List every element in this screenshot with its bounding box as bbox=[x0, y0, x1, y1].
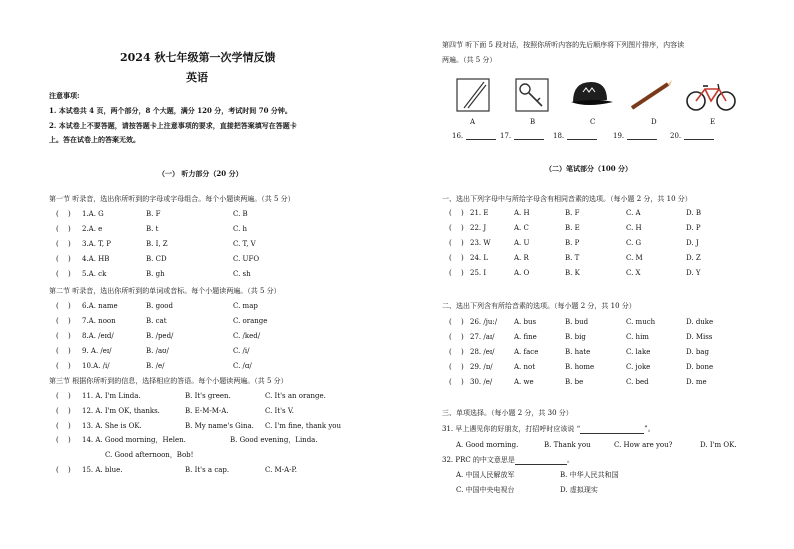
q32-option-4: D. 虚拟现实 bbox=[560, 486, 598, 494]
sec1-row-4-n: 4.A. HB bbox=[82, 255, 110, 263]
sec2-row-3-p[interactable]: ( ) bbox=[56, 332, 71, 340]
note-2a: 2. 本试卷上不要答题，请按答题卡上注意事项的要求，直接把答案填写在答题卡 bbox=[49, 121, 297, 130]
s1-row-1-d: D. B bbox=[686, 209, 701, 217]
sec1-row-5-b: B. gh bbox=[146, 270, 165, 278]
s2-row-3-c: C. lake bbox=[626, 348, 651, 356]
section-4-title-b: 两遍。（共 5 分） bbox=[442, 56, 497, 64]
s2-row-2-n: 27. /aɪ/ bbox=[470, 333, 495, 341]
s2-row-4-n: 29. /ɒ/ bbox=[470, 363, 493, 371]
bicycle-picture bbox=[685, 78, 737, 112]
answer-blank-16[interactable] bbox=[466, 139, 496, 140]
s1-row-5-p[interactable]: ( ) bbox=[449, 269, 464, 277]
s1-row-4-b: B. T bbox=[565, 254, 580, 262]
q14-b: B. Good evening，Linda. bbox=[230, 436, 318, 444]
q31-option-2: B. Thank you bbox=[544, 441, 591, 449]
sec2-row-3-c: C. /ked/ bbox=[233, 332, 261, 340]
blank-number-19: 19. bbox=[613, 132, 625, 140]
sec2-row-2-c: C. orange bbox=[233, 317, 268, 325]
ruler-picture bbox=[456, 78, 490, 112]
s1-row-4-p[interactable]: ( ) bbox=[449, 254, 464, 262]
sec1-row-5-n: 5.A. ck bbox=[82, 270, 107, 278]
section-2-title: 第二节 听录音，选出你所听到的单词或音标。每个小题读两遍。（共 5 分） bbox=[49, 287, 281, 295]
s2-row-2-a: A. fine bbox=[514, 333, 537, 341]
q15-b: B. It's a cap. bbox=[185, 466, 230, 474]
part-1-title: （一） 听力部分（20 分） bbox=[158, 169, 243, 178]
answer-blank-17[interactable] bbox=[514, 139, 544, 140]
s1-row-3-n: 23. W bbox=[470, 239, 491, 247]
picture-label-4: D bbox=[651, 118, 657, 126]
sec1-row-3-n: 3.A. T, P bbox=[82, 240, 111, 248]
sec1-row-2-n: 2.A. e bbox=[82, 225, 103, 233]
s1-row-5-b: B. K bbox=[565, 269, 580, 277]
sec3-row-3-p[interactable]: ( ) bbox=[56, 422, 71, 430]
sec2-row-5-c: C. /ɑ/ bbox=[233, 362, 252, 370]
blank-number-17: 17. bbox=[500, 132, 512, 140]
sec1-row-1-p[interactable]: ( ) bbox=[56, 210, 71, 218]
q14-a: 14. A. Good morning，Helen. bbox=[82, 436, 186, 444]
s1-row-3-p[interactable]: ( ) bbox=[449, 239, 464, 247]
s1-row-1-p[interactable]: ( ) bbox=[449, 209, 464, 217]
s2-row-4-a: A. not bbox=[514, 363, 536, 371]
sec1-row-5-p[interactable]: ( ) bbox=[56, 270, 71, 278]
q31-stem: 31. 早上遇见你的好朋友，打招呼时应该说 “ ”。 bbox=[442, 425, 655, 433]
sec3-row-1-n: 11. A. I'm Linda. bbox=[82, 392, 141, 400]
picture-label-3: C bbox=[590, 118, 596, 126]
q31-option-3: C. How are you? bbox=[614, 441, 673, 449]
s2-row-5-n: 30. /e/ bbox=[470, 378, 493, 386]
sec1-row-1-c: C. B bbox=[233, 210, 248, 218]
sec3-row-1-c: C. It's an orange. bbox=[265, 392, 326, 400]
sec3-row-1-b: B. It's green. bbox=[185, 392, 231, 400]
s2-row-2-c: C. him bbox=[626, 333, 649, 341]
sec1-row-1-n: 1.A. G bbox=[82, 210, 104, 218]
q31-option-1: A. Good morning. bbox=[456, 441, 519, 449]
picture-label-1: A bbox=[470, 118, 476, 126]
sec2-row-4-b: B. /aʊ/ bbox=[146, 347, 169, 355]
part-2-title: （二）笔试部分（100 分） bbox=[545, 164, 633, 173]
s2-row-3-a: A. face bbox=[514, 348, 539, 356]
s2-row-5-a: A. we bbox=[514, 378, 534, 386]
sec2-row-3-n: 8.A. /eɪd/ bbox=[82, 332, 114, 340]
sec2-row-2-p[interactable]: ( ) bbox=[56, 317, 71, 325]
sec1-row-4-b: B. CD bbox=[146, 255, 167, 263]
sec2-row-3-b: B. /ped/ bbox=[146, 332, 174, 340]
s2-row-5-c: C. bed bbox=[626, 378, 649, 386]
sec2-row-5-p[interactable]: ( ) bbox=[56, 362, 71, 370]
s1-row-4-a: A. R bbox=[514, 254, 529, 262]
sec1-row-4-p[interactable]: ( ) bbox=[56, 255, 71, 263]
notes-header: 注意事项: bbox=[49, 91, 80, 100]
s1-row-4-d: D. Z bbox=[686, 254, 701, 262]
s2-row-3-n: 28. /eɪ/ bbox=[470, 348, 495, 356]
s1-row-3-a: A. U bbox=[514, 239, 530, 247]
s1-row-3-b: B. P bbox=[565, 239, 580, 247]
sec1-row-5-c: C. sh bbox=[233, 270, 251, 278]
sec1-row-2-b: B. t bbox=[146, 225, 159, 233]
s1-row-1-c: C. A bbox=[626, 209, 641, 217]
sec3-row-2-c: C. It's V. bbox=[265, 407, 294, 415]
s1-row-4-c: C. M bbox=[626, 254, 643, 262]
sec2-row-2-b: B. cat bbox=[146, 317, 167, 325]
sec1-row-3-b: B. I, Z bbox=[146, 240, 168, 248]
q32-stem: 32. PRC 的中文意思是 。 bbox=[442, 456, 574, 464]
key-picture bbox=[515, 78, 549, 112]
sec2-row-1-n: 6.A. name bbox=[82, 302, 118, 310]
s1-row-2-p[interactable]: ( ) bbox=[449, 224, 464, 232]
sec3-row-1-p[interactable]: ( ) bbox=[56, 392, 71, 400]
s1-row-2-d: D. P bbox=[686, 224, 701, 232]
s2-row-4-d: D. bone bbox=[686, 363, 714, 371]
sec2-row-1-c: C. map bbox=[233, 302, 258, 310]
s2-row-2-b: B. big bbox=[565, 333, 586, 341]
sec2-row-5-b: B. /e/ bbox=[146, 362, 165, 370]
s2-row-1-a: A. bus bbox=[514, 318, 537, 326]
q31-blank[interactable] bbox=[580, 426, 644, 434]
exam-subtitle: 英语 bbox=[186, 71, 208, 84]
pencil-picture bbox=[628, 78, 674, 112]
sec2-row-1-b: B. good bbox=[146, 302, 173, 310]
s1-row-3-d: D. J bbox=[686, 239, 699, 247]
s2-row-1-d: D. duke bbox=[686, 318, 714, 326]
s2-row-3-b: B. hate bbox=[565, 348, 591, 356]
s1-row-5-a: A. O bbox=[514, 269, 530, 277]
s1-row-1-a: A. H bbox=[514, 209, 530, 217]
s2-row-4-b: B. home bbox=[565, 363, 595, 371]
s2-row-1-c: C. much bbox=[626, 318, 656, 326]
blank-number-18: 18. bbox=[553, 132, 565, 140]
s1-row-5-n: 25. I bbox=[470, 269, 487, 277]
s1-title: 一、选出下列字母中与所给字母含有相同音素的选项。（每小题 2 分，共 10 分） bbox=[442, 195, 692, 203]
s2-row-4-p[interactable]: ( ) bbox=[449, 363, 464, 371]
s2-row-4-c: C. joke bbox=[626, 363, 651, 371]
picture-label-5: E bbox=[710, 118, 716, 126]
s1-row-2-b: B. E bbox=[565, 224, 580, 232]
section-3-title: 第三节 根据你所听到的信息，选择相应的答语。每个小题读两遍。（共 5 分） bbox=[49, 377, 288, 385]
exam-title: 2024 秋七年级第一次学情反馈 bbox=[120, 51, 276, 64]
q32-blank[interactable] bbox=[515, 457, 567, 465]
q14-paren[interactable]: ( ) bbox=[56, 436, 71, 444]
s1-row-3-c: C. G bbox=[626, 239, 642, 247]
s2-row-2-p[interactable]: ( ) bbox=[449, 333, 464, 341]
q15-paren[interactable]: ( ) bbox=[56, 466, 71, 474]
sec3-row-3-n: 13. A. She is OK. bbox=[82, 422, 142, 430]
picture-label-2: B bbox=[530, 118, 536, 126]
sec1-row-3-p[interactable]: ( ) bbox=[56, 240, 71, 248]
note-2b: 上。答在试卷上的答案无效。 bbox=[49, 135, 140, 144]
s2-row-3-d: D. bag bbox=[686, 348, 709, 356]
sec3-row-2-n: 12. A. I'm OK, thanks. bbox=[82, 407, 160, 415]
sec2-row-4-p[interactable]: ( ) bbox=[56, 347, 71, 355]
answer-blank-20[interactable] bbox=[684, 139, 714, 140]
sec3-row-2-b: B. E-M-M-A. bbox=[185, 407, 229, 415]
s1-row-1-n: 21. E bbox=[470, 209, 489, 217]
s1-row-2-n: 22. J bbox=[470, 224, 487, 232]
cap-picture bbox=[567, 78, 615, 112]
sec1-row-2-p[interactable]: ( ) bbox=[56, 225, 71, 233]
answer-blank-18[interactable] bbox=[567, 139, 597, 140]
s1-row-4-n: 24. L bbox=[470, 254, 489, 262]
sec1-row-4-c: C. UFO bbox=[233, 255, 260, 263]
s2-row-5-p[interactable]: ( ) bbox=[449, 378, 464, 386]
s3-title: 三、单项选择。（每小题 2 分，共 30 分） bbox=[442, 409, 573, 417]
q32-option-1: A. 中国人民解放军 bbox=[456, 471, 515, 479]
section-1-title: 第一节 听录音，选出你所听到的字母或字母组合。每个小题读两遍。（共 5 分） bbox=[49, 195, 295, 203]
s2-row-1-n: 26. /ju:/ bbox=[470, 318, 498, 326]
s2-row-2-d: D. Miss bbox=[686, 333, 713, 341]
sec2-row-4-c: C. /i/ bbox=[233, 347, 250, 355]
q14-c: C. Good afternoon，Bob! bbox=[105, 451, 194, 459]
q31-option-4: D. I'm OK. bbox=[700, 441, 737, 449]
s2-row-1-p[interactable]: ( ) bbox=[449, 318, 464, 326]
s2-row-5-b: B. be bbox=[565, 378, 584, 386]
s1-row-1-b: B. F bbox=[565, 209, 580, 217]
s2-title: 二、选出下列含有所给音素的选项。（每小题 2 分，共 10 分） bbox=[442, 302, 636, 310]
sec1-row-3-c: C. T, V bbox=[233, 240, 256, 248]
sec1-row-1-b: B. F bbox=[146, 210, 161, 218]
sec2-row-5-n: 10.A. /i/ bbox=[82, 362, 110, 370]
q15-c: C. M-A-P. bbox=[265, 466, 298, 474]
s1-row-5-c: C. X bbox=[626, 269, 641, 277]
q32-option-3: C. 中国中央电视台 bbox=[456, 486, 515, 494]
sec3-row-3-b: B. My name's Gina. bbox=[185, 422, 254, 430]
sec3-row-3-c: C. I'm fine, thank you bbox=[265, 422, 342, 430]
s1-row-5-d: D. Y bbox=[686, 269, 701, 277]
s1-row-2-c: C. H bbox=[626, 224, 642, 232]
section-4-title-a: 第四节 听下面 5 段对话，按照你所听内容的先后顺序将下列图片排序，内容读 bbox=[442, 41, 685, 49]
sec2-row-1-p[interactable]: ( ) bbox=[56, 302, 71, 310]
answer-blank-19[interactable] bbox=[627, 139, 657, 140]
sec1-row-2-c: C. h bbox=[233, 225, 248, 233]
sec3-row-2-p[interactable]: ( ) bbox=[56, 407, 71, 415]
q32-option-2: B. 中华人民共和国 bbox=[560, 471, 619, 479]
s2-row-5-d: D. me bbox=[686, 378, 707, 386]
s2-row-3-p[interactable]: ( ) bbox=[449, 348, 464, 356]
s2-row-1-b: B. bud bbox=[565, 318, 589, 326]
sec2-row-4-n: 9. A. /eɪ/ bbox=[82, 347, 112, 355]
blank-number-16: 16. bbox=[452, 132, 464, 140]
blank-number-20: 20. bbox=[670, 132, 682, 140]
note-1: 1. 本试卷共 4 页，两个部分，8 个大题，满分 120 分，考试时间 70 分钟。 bbox=[49, 106, 292, 115]
q15-a: 15. A. blue. bbox=[82, 466, 123, 474]
s1-row-2-a: A. C bbox=[514, 224, 529, 232]
sec2-row-2-n: 7.A. noon bbox=[82, 317, 116, 325]
